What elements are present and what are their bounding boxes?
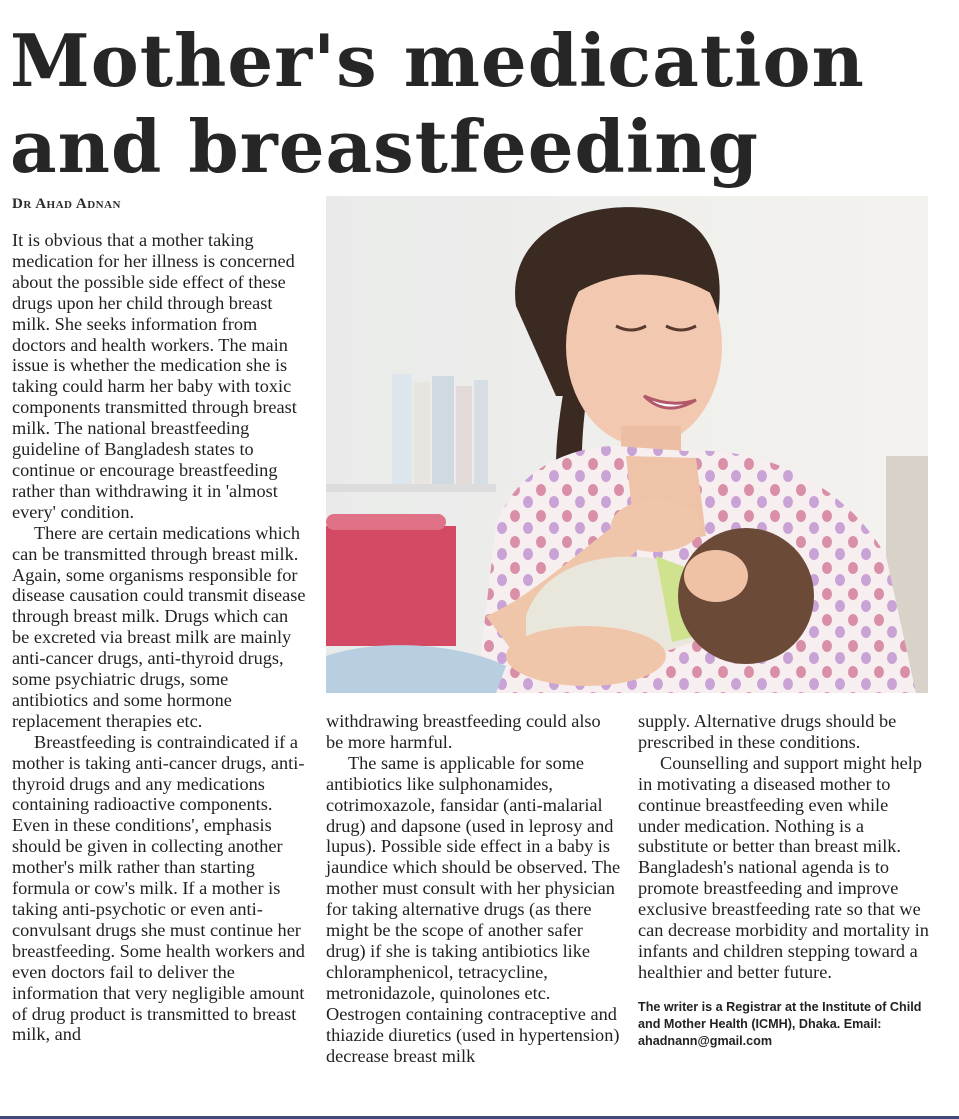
paragraph: It is obvious that a mother taking medication for her illness is concerned about the possible side effect of these drugs upon her child through breast milk. She seeks information from doctors and health workers. The main issue is whether the medication she is taking could harm her baby with toxic components transmitted through breast milk. The national breastfeeding guideline of Bangladesh states to continue or encourage breastfeeding rather than withdrawing it in 'almost every' condition.	[12, 230, 297, 522]
mother-breastfeeding-photo	[326, 196, 928, 693]
article-headline: Mother's medication and breastfeeding	[10, 18, 865, 189]
byline: Dr Ahad Adnan	[12, 196, 122, 212]
paragraph: Breastfeeding is contraindicated if a mother is taking anti-cancer drugs, anti-thyroid drugs and any medications containing radioactive components. Even in these conditions', emphasis should be given in collecting another mother's milk rather than starting formula or cow's milk. If a mother is taking anti-psychotic or even anti-convulsant drugs she must continue her breastfeeding. Some health workers and even doctors fail to deliver the information that very negligible amount of drug product is transmitted to breast milk, and	[12, 731, 305, 1045]
article-column-1	[12, 230, 308, 1045]
paragraph: Counselling and support might help in motivating a diseased mother to continue breastfeeding even while under medication. Nothing is a substitute or better than breast milk. Bangladesh's national agenda is to promote breastfeeding and improve exclusive breastfeeding rate so that we can decrease morbidity and mortality in infants and children stepping toward a healthier and better future.	[638, 752, 929, 982]
paragraph: withdrawing breastfeeding could also be more harmful.	[326, 711, 601, 752]
photo-illustration	[326, 196, 928, 693]
article-column-2	[326, 711, 622, 1066]
paragraph: There are certain medications which can be transmitted through breast milk. Again, some organisms responsible for disease causation could transmit disease through breast milk. Drugs which can be excreted via breast milk are mainly anti-cancer drugs, anti-thyroid drugs, some psychiatric drugs, some antibiotics and some hormone replacement therapies etc.	[12, 522, 306, 731]
author-note: The writer is a Registrar at the Institute of Child and Mother Health (ICMH), Dhaka. Email: ahadnann@gmail.com	[638, 999, 922, 1048]
paragraph: supply. Alternative drugs should be prescribed in these conditions.	[638, 711, 897, 752]
article-column-3	[638, 711, 934, 1050]
paragraph: The same is applicable for some antibiotics like sulphonamides, cotrimoxazole, fansidar (anti-malarial drug) and dapsone (used in leprosy and lupus). Possible side effect in a baby is jaundice which should be observed. The mother must consult with her physician for taking alternative drugs (as there might be the scope of another safer drug) if she is taking antibiotics like chloramphenicol, tetracycline, metronidazole, quinolones etc. Oestrogen containing contraceptive and thiazide diuretics (used in hypertension) decrease breast milk	[326, 752, 621, 1066]
